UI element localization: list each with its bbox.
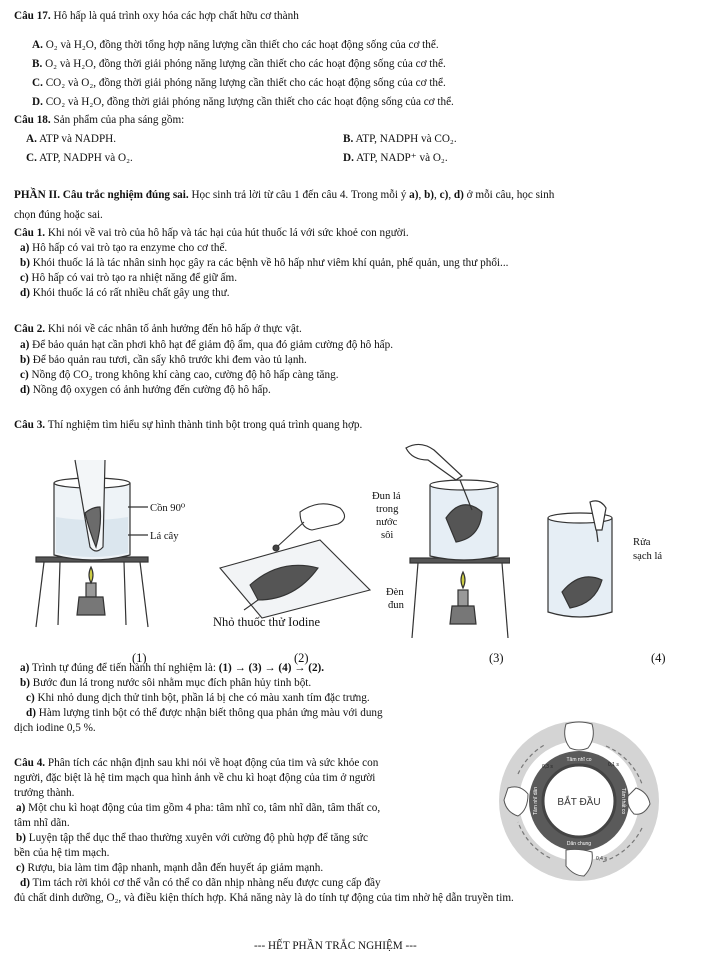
label-burner-2: đun: [388, 600, 404, 611]
label-boil-3: nước: [376, 517, 398, 528]
heart-icon-top: [565, 722, 594, 750]
c3-item-c: [26, 691, 370, 706]
c2-number: Câu 2.: [14, 323, 46, 335]
c4-item-a: [16, 801, 380, 816]
part2-sep: ,: [434, 189, 440, 201]
item-key: d): [20, 384, 30, 396]
item-text: Một chu kì hoạt động của tim gồm 4 pha: tâm nhĩ co, tâm nhĩ dãn, tâm thất co,: [25, 802, 381, 814]
item-key: b): [20, 354, 30, 366]
figure-number-3: (3): [489, 651, 504, 665]
label-burner-1: Đèn: [386, 587, 404, 598]
q18-option-c: [26, 151, 133, 166]
item-key: c): [20, 272, 29, 284]
item-key: b): [20, 257, 30, 269]
c2-item-d: [20, 383, 271, 398]
c4-number: Câu 4.: [14, 757, 46, 769]
item-key: a): [20, 339, 30, 351]
cycle-center-label: BẮT ĐẦU: [557, 797, 601, 808]
c4-item-d: [20, 876, 381, 891]
time-label-top: 0,1 s: [608, 762, 619, 768]
item-key: d): [20, 287, 30, 299]
q18-option-d: [343, 151, 448, 166]
phase-label-top: Tâm nhĩ co: [566, 757, 592, 763]
item-key: c): [16, 862, 25, 874]
option-text: ATP, NADP⁺ và O₂.: [353, 152, 448, 164]
option-letter: B.: [343, 133, 354, 145]
label-leaf: Lá cây: [150, 531, 179, 542]
figure-number-1: (1): [132, 651, 147, 665]
option-letter: A.: [32, 39, 43, 51]
c2-item-b: [20, 353, 307, 368]
c4-item-a-cont: tâm nhĩ dãn.: [14, 817, 70, 829]
item-key: d): [26, 707, 36, 719]
part2-sep: ,: [418, 189, 425, 201]
part2-sep: ,: [448, 189, 454, 201]
label-rinse-1: Rửa: [633, 537, 651, 548]
option-text: CO₂ và H₂O, đồng thời giải phóng năng lượng cần thiết cho các hoạt động sống của cơ thể.: [42, 96, 454, 108]
q17-option-d: [32, 95, 454, 110]
item-text: Nồng độ oxygen có ảnh hưởng đến cường độ hô hấp.: [29, 384, 271, 396]
c2-item-c: [20, 368, 339, 383]
item-key: b): [16, 832, 26, 844]
q18-option-b: [343, 132, 457, 147]
c4-stem-3: trưởng thành.: [14, 787, 75, 799]
option-letter: D.: [343, 152, 354, 164]
item-text: Tim tách rời khỏi cơ thể vẫn có thể co dãn nhịp nhàng nếu được cung cấp đầy: [29, 877, 381, 889]
item-text: Bước đun lá trong nước sôi nhằm mục đích phân hủy tinh bột.: [29, 677, 312, 689]
label-boil-4: sôi: [381, 530, 394, 541]
c2-item-a: [20, 338, 393, 353]
q18-option-a: [26, 132, 116, 147]
item-key: a): [16, 802, 26, 814]
part2-c: c): [439, 189, 449, 201]
c3-item-d-cont: dịch iodine 0,5 %.: [14, 722, 96, 734]
option-text: ATP, NADPH và O₂.: [36, 152, 133, 164]
c3-item-b: [20, 676, 311, 691]
item-text: Khói thuốc lá là tác nhân sinh học gây ra các bệnh về hô hấp như viêm khí quản, phế quản, ung thư phổi...: [29, 257, 509, 269]
part2-intro: Học sinh trả lời từ câu 1 đến câu 4. Trong mỗi ý: [188, 189, 410, 201]
item-text: Khói thuốc lá có rất nhiều chất gây ung thư.: [29, 287, 230, 299]
option-text: ATP và NADPH.: [36, 133, 117, 145]
q17-option-c: [32, 76, 446, 91]
q18-number: Câu 18.: [14, 114, 51, 126]
c4-stem-text: Phân tích các nhận định sau khi nói về hoạt động của tim và sức khỏe con: [45, 757, 379, 769]
item-text: Khi nhỏ dung dịch thử tinh bột, phần lá bị che có màu xanh tím đặc trưng.: [34, 692, 370, 704]
c3-stem: [14, 418, 362, 433]
experiment-figure-1: [30, 455, 210, 630]
c1-item-a: [20, 241, 227, 256]
c4-stem-2: người, đặc biệt là hệ tim mạch qua hình ảnh về chu kì hoạt động của tim ở người: [14, 772, 376, 784]
q17-number: Câu 17.: [14, 10, 51, 22]
experiment-figure-4: [540, 500, 620, 630]
experiment-figure-3: [400, 440, 510, 640]
time-label-bottom: 0,4 s: [596, 856, 607, 862]
part2-intro-line2: chọn đúng hoặc sai.: [14, 209, 103, 221]
c1-stem: [14, 226, 409, 241]
label-boil-2: trong: [376, 504, 399, 515]
end-of-section: --- HẾT PHẦN TRẮC NGHIỆM ---: [254, 940, 417, 952]
c3-number: Câu 3.: [14, 419, 46, 431]
experiment-figure-2: [200, 490, 375, 620]
label-boil-1: Đun lá: [372, 491, 401, 502]
c3-stem-text: Thí nghiệm tìm hiểu sự hình thành tinh bột trong quá trình quang hợp.: [45, 419, 363, 431]
part2-heading: [14, 188, 554, 203]
c4-item-c: [16, 861, 323, 876]
c1-stem-text: Khi nói về vai trò của hô hấp và tác hại của hút thuốc lá với sức khoẻ con người.: [45, 227, 409, 239]
c1-item-c: [20, 271, 237, 286]
q17-stem: [14, 9, 299, 24]
item-text: Hô hấp có vai trò tạo ra nhiệt năng để giữ ấm.: [28, 272, 238, 284]
c4-stem-1: [14, 756, 378, 771]
option-letter: C.: [26, 152, 37, 164]
option-letter: A.: [26, 133, 37, 145]
q18-stem: [14, 113, 184, 128]
option-text: O₂ và H₂O, đồng thời tổng hợp năng lượng cần thiết cho các hoạt động sống của cơ thể.: [42, 39, 439, 51]
option-text: ATP, NADPH và CO₂.: [353, 133, 457, 145]
q17-option-b: [32, 57, 446, 72]
item-text: Để bảo quản rau tươi, cần sấy khô trước khi đem vào tủ lạnh.: [29, 354, 307, 366]
option-text: O₂ và H₂O, đồng thời giải phóng năng lượng cần thiết cho các hoạt động sống của cơ thể.: [42, 58, 446, 70]
option-letter: C.: [32, 77, 43, 89]
phase-label-left: Tâm nhĩ dãn: [533, 786, 539, 816]
c1-item-d: [20, 286, 230, 301]
part2-a: a): [409, 189, 419, 201]
item-text: Trình tự đúng để tiến hành thí nghiệm là:: [29, 662, 219, 674]
option-text: CO₂ và O₂, đồng thời giải phóng năng lượng cần thiết cho các hoạt động sống của cơ thể.: [42, 77, 446, 89]
item-text: Luyện tập thể dục thể thao thường xuyên với cường độ phù hợp để tăng sức: [25, 832, 368, 844]
q17-option-a: [32, 38, 439, 53]
c4-item-d-cont: đủ chất dinh dưỡng, O₂, và điều kiện thích hợp. Khả năng này là do tính tự động của tim nhờ hệ dẫn truyền tim.: [14, 892, 514, 904]
q18-stem-text: Sản phẩm của pha sáng gồm:: [50, 114, 185, 126]
heart-cycle-diagram: [496, 718, 662, 884]
c1-number: Câu 1.: [14, 227, 46, 239]
item-key: c): [26, 692, 35, 704]
label-alcohol: Cồn 90⁰: [150, 503, 186, 514]
c2-stem-text: Khi nói về các nhân tố ảnh hưởng đến hô hấp ở thực vật.: [45, 323, 302, 335]
item-key: a): [20, 242, 30, 254]
item-text: Hàm lượng tinh bột có thể được nhận biết thông qua phản ứng màu với dung: [35, 707, 383, 719]
item-key: b): [20, 677, 30, 689]
c4-item-b-cont: bền của hệ tim mạch.: [14, 847, 110, 859]
item-key: d): [20, 877, 30, 889]
c3-item-a: [20, 661, 324, 676]
phase-label-bottom: Dãn chung: [566, 841, 592, 847]
c1-item-b: [20, 256, 508, 271]
figure-number-4: (4): [651, 651, 666, 665]
label-iodine: Nhỏ thuốc thử Iodine: [213, 615, 321, 629]
part2-title: PHẦN II. Câu trắc nghiệm đúng sai.: [14, 189, 189, 201]
label-rinse-2: sạch lá: [633, 551, 663, 562]
part2-b: b): [424, 189, 435, 201]
option-letter: B.: [32, 58, 43, 70]
time-label-left: 0,3 s: [542, 764, 553, 770]
option-letter: D.: [32, 96, 43, 108]
item-text: Rượu, bia làm tim đập nhanh, mạnh dẫn đến huyết áp giảm mạnh.: [24, 862, 324, 874]
item-text: Hô hấp có vai trò tạo ra enzyme cho cơ thể.: [29, 242, 228, 254]
item-text: Nồng độ CO₂ trong không khí càng cao, cường độ hô hấp càng tăng.: [28, 369, 339, 381]
c4-item-b: [16, 831, 368, 846]
part2-intro-tail: ở mỗi câu, học sinh: [463, 189, 555, 201]
item-sequence: (1) → (3) → (4) → (2).: [218, 662, 325, 674]
phase-label-right: Tâm thất co: [620, 787, 626, 815]
item-key: c): [20, 369, 29, 381]
c2-stem: [14, 322, 302, 337]
q17-stem-text: Hô hấp là quá trình oxy hóa các hợp chất hữu cơ thành: [50, 10, 299, 22]
c3-item-d: [26, 706, 383, 721]
figure-number-2: (2): [294, 651, 309, 665]
item-text: Để bảo quản hạt cần phơi khô hạt để giảm độ ẩm, qua đó giảm cường độ hô hấp.: [29, 339, 394, 351]
part2-d: d): [453, 189, 464, 201]
item-key: a): [20, 662, 30, 674]
